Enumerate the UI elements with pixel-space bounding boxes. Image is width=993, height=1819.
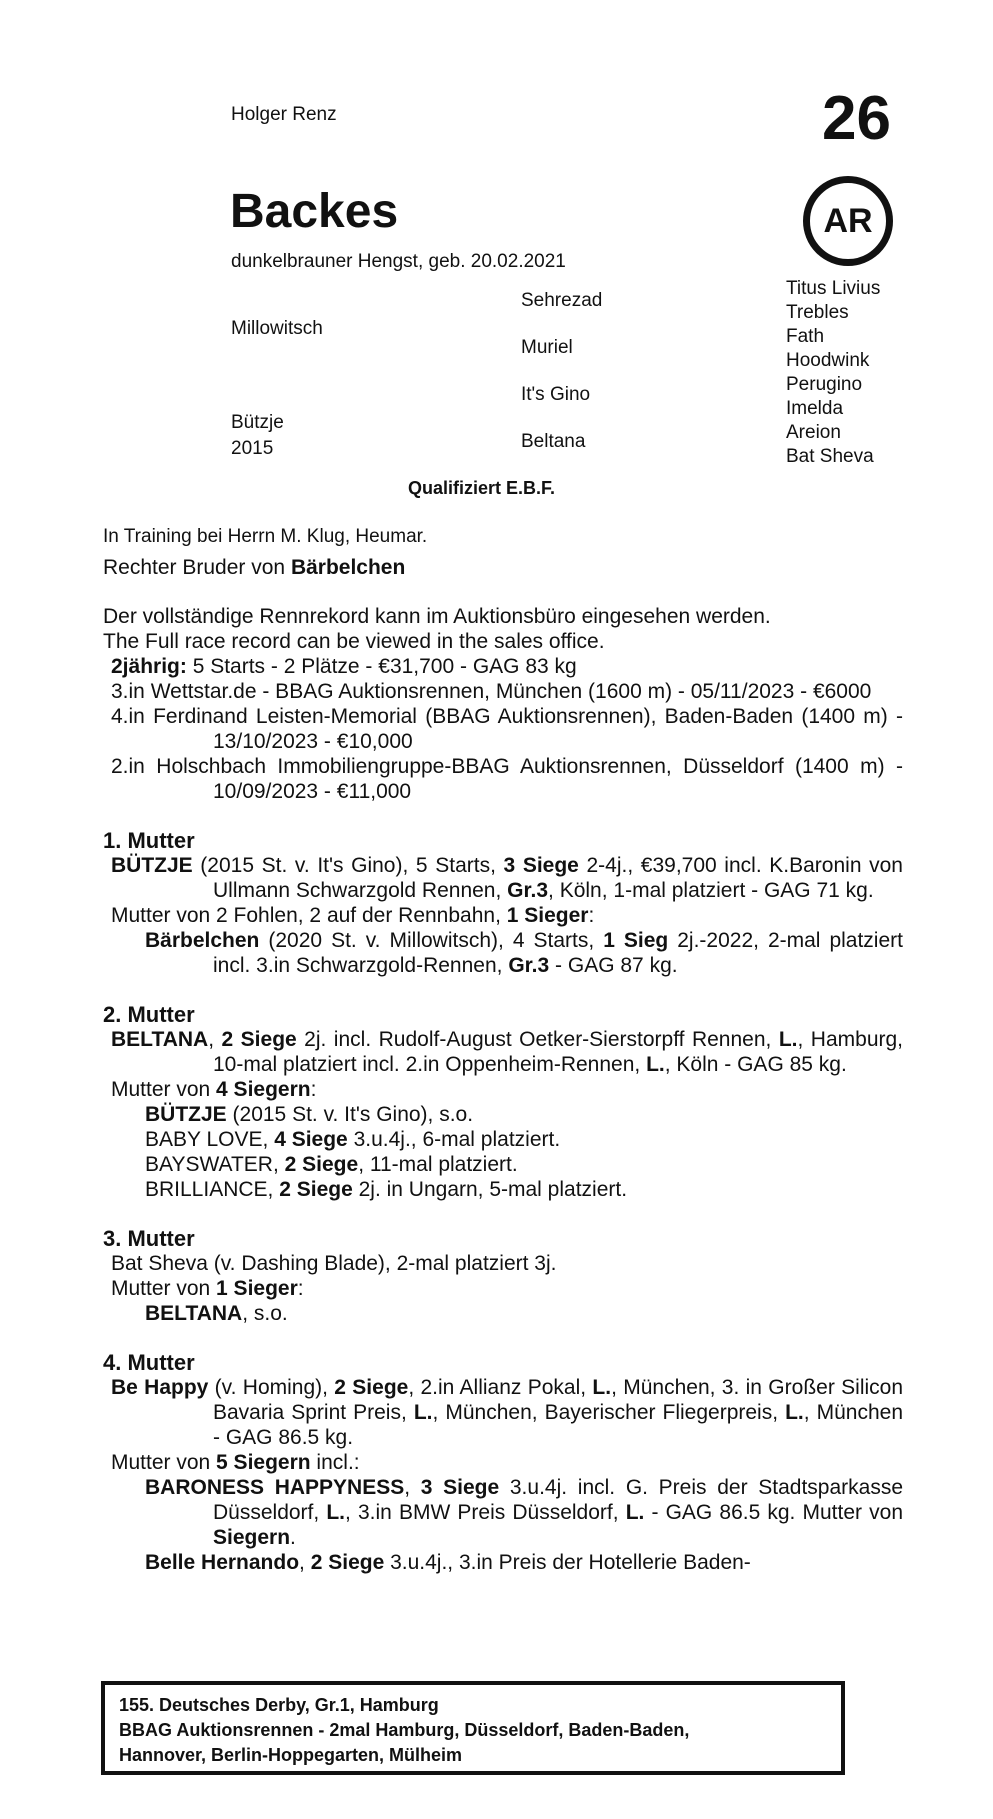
dam1-produce-text: Mutter von 2 Fohlen, 2 auf der Rennbahn,	[111, 904, 507, 927]
pedigree-dam: Bützje	[231, 412, 284, 433]
pedigree-dam-sire: It's Gino	[521, 384, 591, 405]
dam4-produce-text: Mutter von	[111, 1451, 217, 1474]
dam3-title: 3. Mutter	[103, 1226, 195, 1251]
dam4-wins: 2 Siege	[334, 1376, 409, 1399]
dam4-listed: L.	[592, 1376, 612, 1399]
dam1-produce	[103, 903, 903, 928]
dam4-foal-siegern: Siegern	[213, 1526, 291, 1549]
pedigree-dam-year: 2015	[231, 438, 274, 459]
ar-badge-label: AR	[823, 201, 873, 240]
offspring-text: 3.u.4j., 6-mal platziert.	[347, 1128, 561, 1151]
dam4-listed: L.	[413, 1401, 433, 1424]
dam4-produce	[103, 1450, 903, 1475]
dam2-record	[103, 1027, 903, 1077]
pedigree-ggp: Fath	[786, 326, 825, 347]
dam1-produce-count: 1 Sieger	[506, 904, 589, 927]
offspring-text: ,	[267, 1178, 280, 1201]
dam1-produce-text: :	[588, 904, 595, 927]
record-age-label: 2jährig:	[111, 655, 187, 678]
dam4-name: Be Happy	[111, 1376, 209, 1399]
dam3-foal-text: , s.o.	[242, 1302, 288, 1325]
dam4-foal	[103, 1550, 903, 1575]
dam2-listed: L.	[646, 1053, 665, 1076]
record-age-text: 5 Starts - 2 Plätze - €31,700 - GAG 83 kg	[186, 655, 577, 678]
offspring-wins: 2 Siege	[284, 1153, 359, 1176]
dam3-produce-count: 1 Sieger	[216, 1277, 298, 1300]
dam4-foal-name: BARONESS HAPPYNESS	[145, 1476, 405, 1499]
offspring-text: ,	[272, 1153, 285, 1176]
pedigree-dam-dam: Beltana	[521, 431, 586, 452]
pedigree-ggp: Areion	[786, 422, 841, 443]
dam2-offspring	[103, 1177, 903, 1202]
dam1-foal-text: - GAG 87 kg.	[549, 954, 678, 977]
pedigree-ggp: Titus Livius	[786, 278, 881, 299]
pedigree-ggp: Imelda	[786, 398, 844, 419]
dam2-text: , Hamburg, 10-mal platziert incl. 2.in Oppenheim-Rennen,	[213, 1028, 904, 1076]
dam3-foal	[103, 1301, 903, 1326]
pedigree-ggp: Perugino	[786, 374, 863, 395]
dam4-produce-count: 5 Siegern	[216, 1451, 311, 1474]
dam1-name: BÜTZJE	[111, 854, 193, 877]
dam4-text: , 2.in Allianz Pokal,	[408, 1376, 593, 1399]
pedigree-sire: Millowitsch	[231, 318, 323, 339]
dam3-produce-text: Mutter von	[111, 1277, 217, 1300]
catalogue-body	[103, 524, 903, 1575]
dam4-produce-text: incl.:	[310, 1451, 360, 1474]
dam2-offspring	[103, 1152, 903, 1177]
dam2-produce-count: 4 Siegern	[216, 1078, 311, 1101]
dam4-foal-name: Belle Hernando	[145, 1551, 300, 1574]
dam4-text: , München, 3. in Großer Silicon Bavaria Sprint Preis,	[213, 1376, 904, 1424]
dam4-title: 4. Mutter	[103, 1350, 195, 1375]
dam4-foal-text: 3.u.4j. incl. G. Preis der Stadtsparkasse Düsseldorf,	[213, 1476, 904, 1524]
dam1-text: , Köln, 1-mal platziert - GAG 71 kg.	[548, 879, 874, 902]
dam1-foal-text: 2j.-2022, 2-mal platziert incl. 3.in Schwarzgold-Rennen,	[213, 929, 903, 977]
dam1-wins: 3 Siege	[503, 854, 579, 877]
offspring-wins: 2 Siege	[279, 1178, 353, 1201]
record-summary	[103, 654, 903, 679]
offspring-text: 2j. in Ungarn, 5-mal platziert.	[352, 1178, 628, 1201]
offspring-text: ,	[262, 1128, 275, 1151]
race-eligibility-box	[101, 1681, 845, 1775]
dam4-foal-listed: L.	[625, 1501, 645, 1524]
dam1-foal-name: Bärbelchen	[145, 929, 260, 952]
dam2-text: ,	[208, 1028, 222, 1051]
offspring-name: BABY LOVE	[145, 1128, 263, 1151]
record-note-de: Der vollständige Rennrekord kann im Auktionsbüro eingesehen werden.	[103, 605, 771, 628]
dam4-foal-text: .	[290, 1526, 296, 1549]
race-result: 3.in Wettstar.de - BBAG Auktionsrennen, München (1600 m) - 05/11/2023 - €6000	[111, 680, 872, 703]
dam2-name: BELTANA	[111, 1028, 209, 1051]
pedigree-great-grandparents	[786, 277, 880, 469]
lot-number: 26	[822, 84, 891, 153]
horse-description: dunkelbrauner Hengst, geb. 20.02.2021	[231, 251, 566, 272]
dam2-produce-text: Mutter von	[111, 1078, 217, 1101]
dam4-listed: L.	[785, 1401, 804, 1424]
dam3-foal-name: BELTANA	[145, 1302, 243, 1325]
dam4-foal-wins: 3 Siege	[420, 1476, 500, 1499]
dam1-record	[103, 853, 903, 903]
training-line: In Training bei Herrn M. Klug, Heumar.	[103, 526, 428, 547]
dam2-text: , Köln - GAG 85 kg.	[664, 1053, 847, 1076]
dam4-foal-listed: L.	[326, 1501, 346, 1524]
dam2-produce	[103, 1077, 903, 1102]
dam1-text: (2015 St. v. It's Gino), 5 Starts,	[192, 854, 504, 877]
footer-line: BBAG Auktionsrennen - 2mal Hamburg, Düsseldorf, Baden-Baden,	[119, 1720, 690, 1740]
dam3-produce-text: :	[297, 1277, 304, 1300]
seller-name: Holger Renz	[231, 104, 337, 125]
pedigree-ggp: Trebles	[786, 302, 849, 323]
pedigree-ggp: Bat Sheva	[786, 446, 874, 467]
dam1-foal-text: (2020 St. v. Millowitsch), 4 Starts,	[259, 929, 604, 952]
pedigree-sire-dam: Muriel	[521, 337, 573, 358]
race-result: 4.in Ferdinand Leisten-Memorial (BBAG Auktionsrennen), Baden-Baden (1400 m) - 13/10/2023 - €10,000	[111, 705, 903, 753]
dam2-offspring	[103, 1127, 903, 1152]
dam4-foal-text: , 3.in BMW Preis Düsseldorf,	[345, 1501, 626, 1524]
dam4-foal-text: - GAG 86.5 kg. Mutter von	[644, 1501, 904, 1524]
dam1-foal	[103, 928, 903, 978]
dam4-foal-text: ,	[299, 1551, 311, 1574]
dam4-foal-text: 3.u.4j., 3.in Preis der Hotellerie Baden-	[384, 1551, 751, 1574]
sibling-name: Bärbelchen	[290, 556, 406, 579]
qualification: Qualifiziert E.B.F.	[408, 478, 556, 498]
sibling-prefix: Rechter Bruder von	[103, 556, 291, 579]
dam1-title: 1. Mutter	[103, 828, 195, 853]
offspring-name: BAYSWATER	[145, 1153, 273, 1176]
dam4-text: , München, Bayerischer Fliegerpreis,	[432, 1401, 786, 1424]
dam2-text: 2j. incl. Rudolf-August Oetker-Sierstorpff Rennen,	[296, 1028, 779, 1051]
record-note-en: The Full race record can be viewed in the sales office.	[103, 630, 605, 653]
dam3-record: Bat Sheva (v. Dashing Blade), 2-mal platziert 3j.	[111, 1252, 557, 1275]
dam4-text: (v. Homing),	[208, 1376, 335, 1399]
dam2-title: 2. Mutter	[103, 1002, 195, 1027]
dam4-record	[103, 1375, 903, 1450]
pedigree-ggp: Hoodwink	[786, 350, 870, 371]
footer-line: 155. Deutsches Derby, Gr.1, Hamburg	[119, 1695, 439, 1715]
dam4-foal-text: ,	[404, 1476, 421, 1499]
footer-line: Hannover, Berlin-Hoppegarten, Mülheim	[119, 1745, 463, 1765]
offspring-name: BÜTZJE	[145, 1103, 227, 1126]
dam2-offspring	[103, 1102, 903, 1127]
dam2-wins: 2 Siege	[221, 1028, 297, 1051]
dam4-foal	[103, 1475, 903, 1550]
dam1-foal-grade: Gr.3	[508, 954, 550, 977]
horse-name: Backes	[230, 185, 399, 238]
dam1-foal-wins: 1 Sieg	[603, 929, 669, 952]
dam4-foal-wins: 2 Siege	[310, 1551, 385, 1574]
pedigree-sire-sire: Sehrezad	[521, 290, 603, 311]
dam1-grade: Gr.3	[507, 879, 549, 902]
sibling-line	[103, 555, 903, 580]
dam1-text: 2-4j., €39,700 incl. K.Baronin von Ullmann Schwarzgold Rennen,	[213, 854, 903, 902]
dam4-text: , München - GAG 86.5 kg.	[213, 1401, 903, 1449]
offspring-name: BRILLIANCE	[145, 1178, 268, 1201]
dam3-produce	[103, 1276, 903, 1301]
dam2-listed: L.	[778, 1028, 798, 1051]
offspring-text: (2015 St. v. It's Gino), s.o.	[226, 1103, 474, 1126]
race-result: 2.in Holschbach Immobiliengruppe-BBAG Auktionsrennen, Düsseldorf (1400 m) - 10/09/2023 - €11,000	[111, 755, 903, 803]
dam2-produce-text: :	[310, 1078, 317, 1101]
ar-badge-icon	[803, 176, 893, 266]
offspring-wins: 4 Siege	[274, 1128, 348, 1151]
offspring-text: , 11-mal platziert.	[358, 1153, 518, 1176]
